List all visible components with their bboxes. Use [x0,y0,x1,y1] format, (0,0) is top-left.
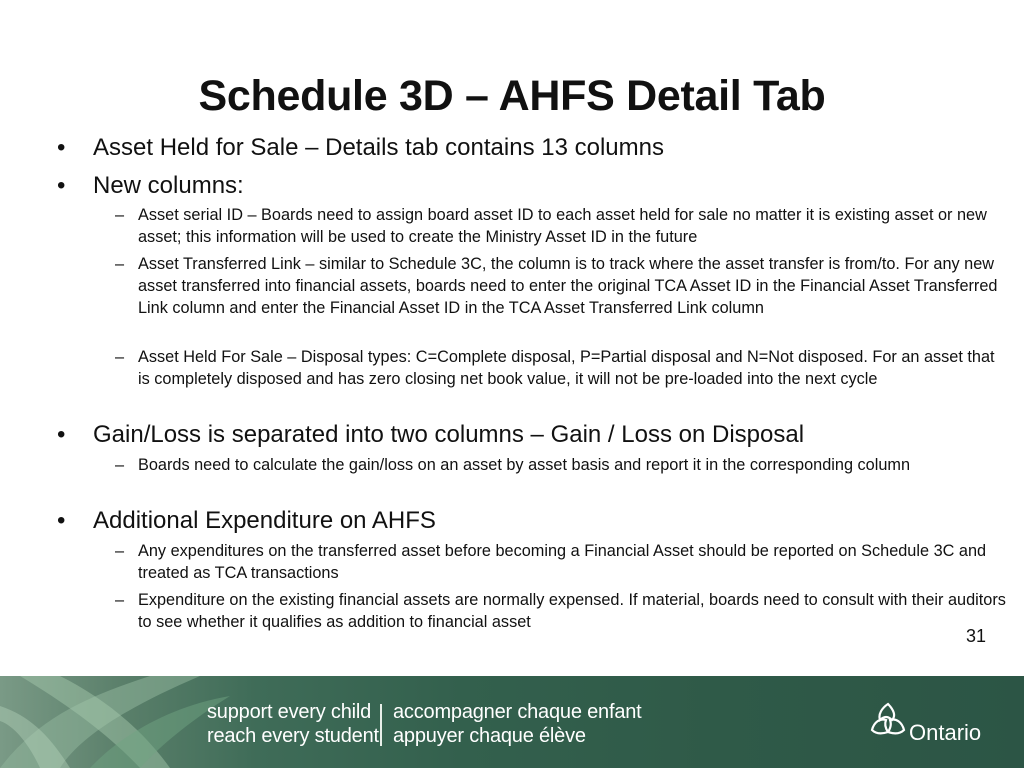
dash-marker: – [115,348,125,366]
dash-marker: – [115,255,125,273]
page-number: 31 [966,626,987,646]
sub-item-text: Asset Held For Sale – Disposal types: C=Complete disposal, P=Partial disposal and N=Not disposed. For an asset that is completely disposed and has zero closing net book value, it will not be pre-loaded into the next cycle [138,348,995,388]
dash-marker: – [115,206,125,224]
trillium-icon [866,700,910,740]
tagline-fr-2: appuyer chaque élève [393,725,586,747]
tagline-divider [380,704,382,746]
sub-item-text: Any expenditures on the transferred asset before becoming a Financial Asset should be reported on Schedule 3C and treated as TCA transactions [138,542,987,582]
bullet-item [57,172,244,200]
slide-title: Schedule 3D – AHFS Detail Tab [198,72,826,120]
footer-banner [0,676,1024,768]
sub-item [115,346,1008,390]
tagline-fr-1: accompagner chaque enfant [393,701,642,723]
sub-item-text: Boards need to calculate the gain/loss on an asset by asset basis and report it in the corresponding column [138,456,911,474]
sub-item-text: Asset Transferred Link – similar to Schedule 3C, the column is to track where the asset transfer is from/to. For any new asset transferred into financial assets, boards need to enter the original TCA Asset ID in the Financial Asset Transferred Link column and enter the Financial Asset ID in the TCA Asset Transferred Link column [138,255,998,317]
bullet-marker: • [57,421,66,448]
dash-marker: – [115,542,125,560]
bullet-text: New columns: [93,172,244,199]
sub-item-text: Expenditure on the existing financial assets are normally expensed. If material, boards need to consult with their auditors to see whether it qualifies as addition to financial asset [138,591,1006,631]
bullet-item [57,134,664,162]
sub-item [115,540,1008,584]
sub-item [115,253,1008,319]
bullet-item [57,421,805,449]
sub-item [115,589,1008,633]
sub-item [115,204,1008,248]
sub-item-text: Asset serial ID – Boards need to assign board asset ID to each asset held for sale no matter it is existing asset or new asset; this information will be used to create the Ministry Asset ID in the future [138,206,987,246]
bullet-text: Gain/Loss is separated into two columns – Gain / Loss on Disposal [93,421,805,448]
bullet-marker: • [57,134,66,161]
bullet-marker: • [57,172,66,199]
bullet-item [57,507,436,535]
tagline-en-1: support every child [207,701,372,723]
dash-marker: – [115,591,125,609]
bullet-text: Asset Held for Sale – Details tab contains 13 columns [93,134,664,161]
sub-item [115,454,1008,476]
dash-marker: – [115,456,125,474]
bullet-text: Additional Expenditure on AHFS [93,507,436,534]
tagline-en-2: reach every student [207,725,379,747]
ontario-logo-text: Ontario [909,720,982,745]
bullet-marker: • [57,507,66,534]
